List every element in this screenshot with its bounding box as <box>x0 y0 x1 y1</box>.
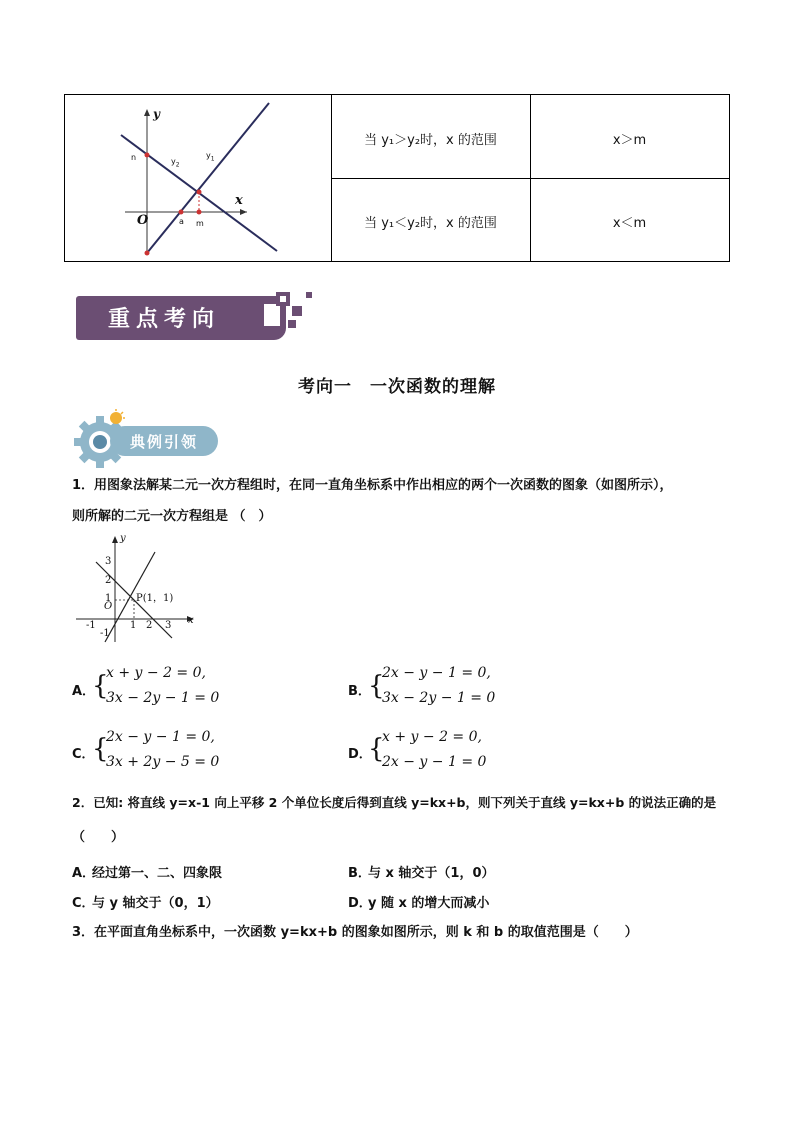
y1-label: $y_1$ <box>206 151 215 163</box>
q1-origin-label: O <box>104 601 113 612</box>
equation: 2x − y − 1 = 0, <box>106 729 215 745</box>
option-letter: C． <box>72 896 95 911</box>
option-letter: A． <box>72 684 96 699</box>
option-letter: C． <box>72 747 95 762</box>
q1-text-line1: 1．用图象法解某二元一次方程组时，在同一直角坐标系中作出相应的两个一次函数的图象（如图所示）， <box>72 478 673 493</box>
banner-label: 重点考向 <box>108 306 221 332</box>
option-letter: A． <box>72 866 96 881</box>
q1-xtick: 2 <box>146 620 153 631</box>
q3-text: 3．在平面直角坐标系中，一次函数 y=kx+b 的图象如图所示，则 k 和 b 的取值范围是（ ） <box>72 925 638 940</box>
q1-y-label: y <box>120 533 126 544</box>
section-banner <box>76 296 286 340</box>
banner-decoration-icon <box>258 288 320 334</box>
q1-x-label: x <box>188 615 194 626</box>
y-axis-label: y <box>153 107 160 121</box>
brace-icon: { <box>92 671 109 701</box>
option-letter: B． <box>348 684 371 699</box>
a-label: a <box>179 217 184 226</box>
row1-condition: 当 y₁＞y₂时，x 的范围 <box>364 133 497 148</box>
q1-ytick: 1 <box>105 593 112 604</box>
x-axis-label: x <box>235 193 243 208</box>
row2-condition: 当 y₁＜y₂时，x 的范围 <box>364 216 497 231</box>
equation: x + y − 2 = 0, <box>106 665 206 681</box>
q1-point-label: P(1，1) <box>136 593 174 604</box>
q1-ytick: 3 <box>105 556 112 567</box>
option-text: 与 x 轴交于（1，0） <box>368 866 495 881</box>
q1-xtick: 3 <box>165 620 172 631</box>
q2-text-line1: 2．已知: 将直线 y=x-1 向上平移 2 个单位长度后得到直线 y=kx+b，则下列关于直线 y=kx+b 的说法正确的是 <box>72 795 717 810</box>
brace-icon: { <box>368 671 385 701</box>
q1-xtick: 1 <box>130 620 137 631</box>
summary-table <box>64 94 730 262</box>
equation: x + y − 2 = 0, <box>382 729 482 745</box>
y2-label: $y_2$ <box>171 157 180 169</box>
q2-text-line2: （ ） <box>72 830 125 845</box>
two-lines-graph <box>65 95 331 261</box>
example-label-pill <box>110 426 218 456</box>
q1-ytick: 2 <box>105 575 112 586</box>
equation: 3x − 2y − 1 = 0 <box>382 690 496 706</box>
option-letter: D． <box>348 747 372 762</box>
equation: 3x + 2y − 5 = 0 <box>106 754 220 770</box>
m-label: m <box>196 219 204 228</box>
equation: 2x − y − 1 = 0 <box>382 754 487 770</box>
option-letter: D． <box>348 896 372 911</box>
brace-icon: { <box>92 734 109 764</box>
q1-text-line2: 则所解的二元一次方程组是 （ ） <box>72 509 272 524</box>
option-letter: B． <box>348 866 371 881</box>
equation: 3x − 2y − 1 = 0 <box>106 690 220 706</box>
brace-icon: { <box>368 734 385 764</box>
example-label: 典例引领 <box>130 433 199 451</box>
option-text: y 随 x 的增大而减小 <box>368 896 490 911</box>
row2-range: x＜m <box>612 216 647 231</box>
origin-label: O <box>137 213 149 228</box>
row1-range: x＞m <box>612 133 647 148</box>
option-text: 经过第一、二、四象限 <box>92 866 223 881</box>
table-divider <box>331 178 729 179</box>
q1-ytick: -1 <box>100 628 110 639</box>
q1-xtick: -1 <box>86 620 96 631</box>
section-title: 考向一 一次函数的理解 <box>298 377 496 397</box>
n-label: n <box>131 153 137 162</box>
option-text: 与 y 轴交于（0，1） <box>92 896 219 911</box>
equation: 2x − y − 1 = 0, <box>382 665 491 681</box>
